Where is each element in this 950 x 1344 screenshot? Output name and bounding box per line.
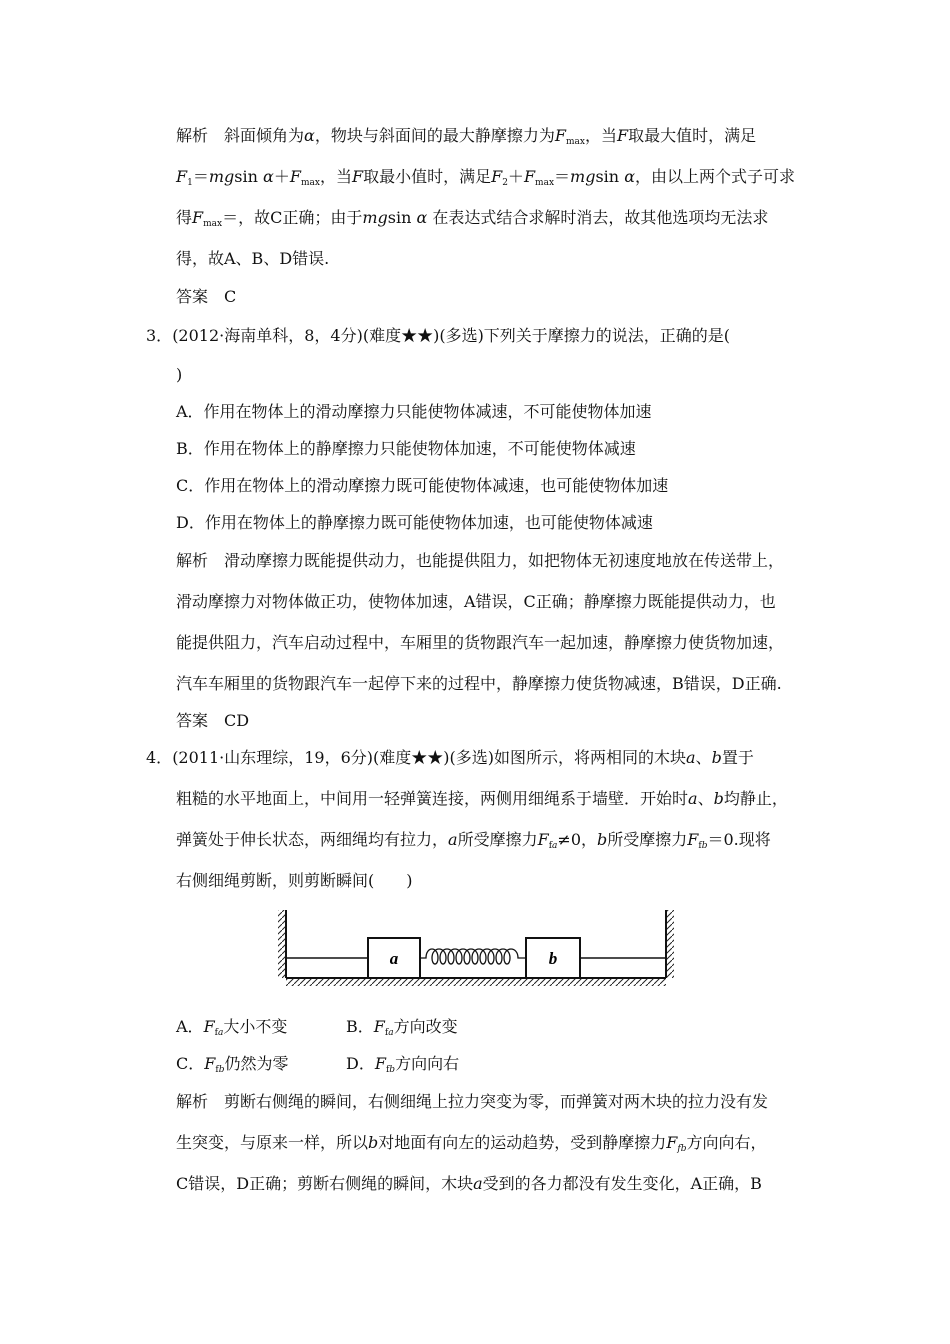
q3-stem-line-1: 3．(2012·海南单科，8，4分)(难度★★)(多选)下列关于摩擦力的说法，正确的是( — [146, 326, 731, 345]
q3-answer: 答案 CD — [176, 711, 250, 730]
q2-analysis-line-4: 得，故A、B、D错误. — [176, 249, 330, 268]
spring-blocks-figure — [276, 906, 676, 988]
q4-stem-line-2: 粗糙的水平地面上，中间用一轻弹簧连接，两侧用细绳系于墙壁．开始时a、b均静止， — [176, 789, 788, 808]
q2-analysis-line-1: 解析 斜面倾角为α，物块与斜面间的最大静摩擦力为Fmax，当F取最大值时，满足 — [176, 126, 757, 147]
q3-option-b: B．作用在物体上的静摩擦力只能使物体加速，不可能使物体减速 — [176, 439, 636, 458]
question-number: 4． — [146, 748, 173, 767]
q4-analysis-line-2: 生突变，与原来一样，所以b对地面有向左的运动趋势，受到静摩擦力Ffb方向向右， — [176, 1133, 767, 1154]
q3-analysis-line-1: 解析 滑动摩擦力既能提供动力，也能提供阻力，如把物体无初速度地放在传送带上， — [176, 551, 785, 570]
block-b-label: b — [548, 949, 558, 968]
q2-analysis-line-2: F1＝mgsin α＋Fmax，当F取最小值时，满足F2＋Fmax＝mgsin α，由以上两个式子可求 — [176, 167, 796, 188]
block-a-label: a — [389, 949, 399, 968]
q4-stem-line-1: 4．(2011·山东理综，19，6分)(难度★★)(多选)如图所示，将两相同的木块a、b置于 — [146, 748, 754, 767]
q3-option-d: D．作用在物体上的静摩擦力既可能使物体加速，也可能使物体减速 — [176, 513, 653, 532]
q4-option-d: D．Ffb方向向右 — [346, 1054, 460, 1075]
left-wall — [278, 910, 286, 978]
q4-analysis-line-1: 解析 剪断右侧绳的瞬间，右侧细绳上拉力突变为零，而弹簧对两木块的拉力没有发 — [176, 1092, 769, 1111]
q3-analysis-line-2: 滑动摩擦力对物体做正功，使物体加速，A错误，C正确；静摩擦力既能提供动力，也 — [176, 592, 776, 611]
q4-option-c: C．Ffb仍然为零 — [176, 1054, 289, 1075]
ground — [286, 978, 666, 986]
q3-analysis-line-3: 能提供阻力，汽车启动过程中，车厢里的货物跟汽车一起加速，静摩擦力使货物加速， — [176, 633, 785, 652]
q3-stem-line-2: ) — [176, 365, 183, 384]
question-number: 3． — [146, 326, 173, 345]
q3-option-a: A．作用在物体上的滑动摩擦力只能使物体减速，不可能使物体加速 — [176, 402, 652, 421]
q4-option-a: A．Ffa大小不变 — [176, 1017, 288, 1038]
analysis-label: 解析 — [176, 126, 209, 145]
q4-option-b: B．Ffa方向改变 — [346, 1017, 458, 1038]
analysis-label: 解析 — [176, 1092, 209, 1111]
q4-analysis-line-3: C错误，D正确；剪断右侧绳的瞬间，木块a受到的各力都没有发生变化，A正确，B — [176, 1174, 762, 1193]
q3-option-c: C．作用在物体上的滑动摩擦力既可能使物体减速，也可能使物体加速 — [176, 476, 669, 495]
q3-analysis-line-4: 汽车车厢里的货物跟汽车一起停下来的过程中，静摩擦力使货物减速，B错误，D正确. — [176, 674, 782, 693]
right-wall — [666, 910, 674, 978]
q4-stem-line-3: 弹簧处于伸长状态，两细绳均有拉力，a所受摩擦力Ffa≠0，b所受摩擦力Ffb＝0.现将 — [176, 830, 771, 851]
q4-stem-line-4: 右侧细绳剪断，则剪断瞬间( ) — [176, 871, 413, 890]
q2-analysis-line-3: 得Fmax＝，故C正确；由于mgsin α 在表达式结合求解时消去，故其他选项均无法求 — [176, 208, 769, 229]
q2-answer: 答案 C — [176, 287, 237, 306]
analysis-label: 解析 — [176, 551, 209, 570]
spring — [420, 949, 526, 964]
